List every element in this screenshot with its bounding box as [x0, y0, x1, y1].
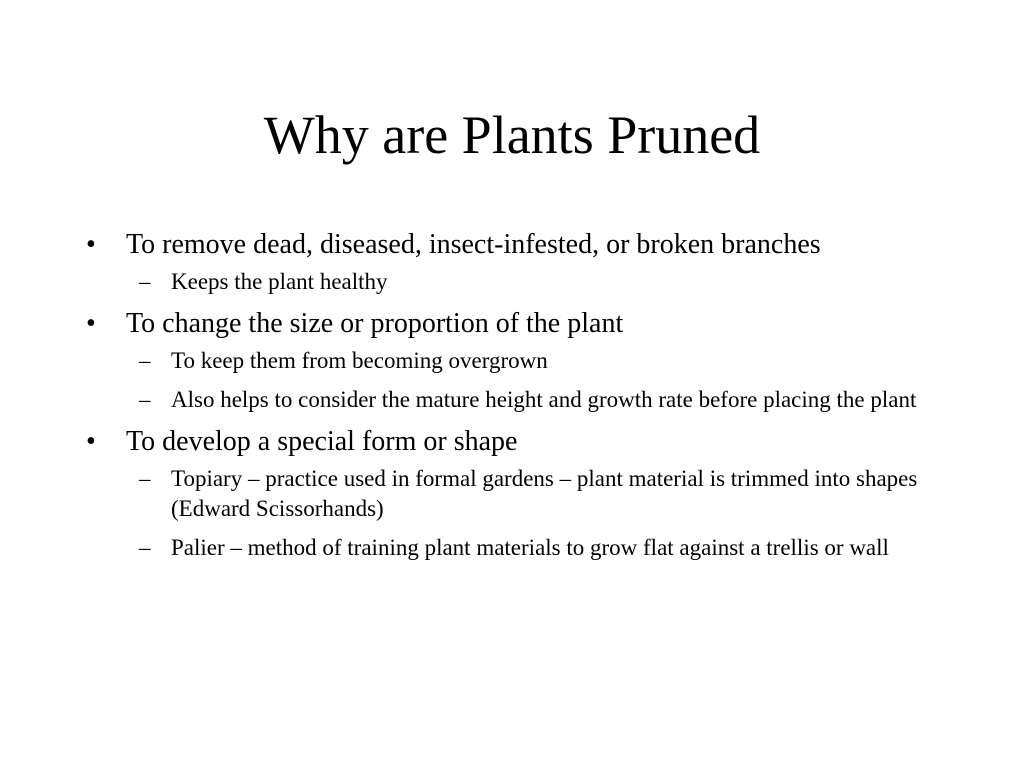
sub-bullet-text: Palier – method of training plant materials to grow flat against a trellis or wall — [171, 535, 889, 560]
sub-bullet-text: Also helps to consider the mature height and growth rate before placing the plant — [171, 387, 917, 412]
sub-bullet-item — [126, 464, 946, 524]
dash-icon: – — [139, 387, 151, 412]
bullet-list — [86, 228, 946, 573]
bullet-item — [86, 425, 946, 563]
bullet-dot-icon: • — [86, 308, 96, 339]
bullet-item — [86, 307, 946, 415]
sub-bullet-text: Keeps the plant healthy — [171, 269, 388, 294]
bullet-dot-icon: • — [86, 229, 96, 260]
sub-bullet-list — [126, 464, 946, 563]
dash-icon: – — [139, 269, 151, 294]
sub-bullet-text: To keep them from becoming overgrown — [171, 348, 548, 373]
bullet-dot-icon: • — [86, 426, 96, 457]
sub-bullet-item — [126, 346, 946, 376]
dash-icon: – — [139, 535, 151, 560]
sub-bullet-item — [126, 533, 946, 563]
sub-bullet-list — [126, 267, 946, 297]
bullet-text: To develop a special form or shape — [126, 426, 518, 457]
dash-icon: – — [139, 466, 151, 491]
dash-icon: – — [139, 348, 151, 373]
bullet-item — [86, 228, 946, 297]
bullet-text: To remove dead, diseased, insect-infested, or broken branches — [126, 229, 821, 260]
sub-bullet-item — [126, 385, 946, 415]
bullet-text: To change the size or proportion of the plant — [126, 308, 624, 339]
sub-bullet-list — [126, 346, 946, 415]
sub-bullet-item — [126, 267, 946, 297]
sub-bullet-text: Topiary – practice used in formal gardens – plant material is trimmed into shapes (Edward Scissorhands) — [171, 466, 918, 521]
slide-title: Why are Plants Pruned — [263, 105, 761, 165]
